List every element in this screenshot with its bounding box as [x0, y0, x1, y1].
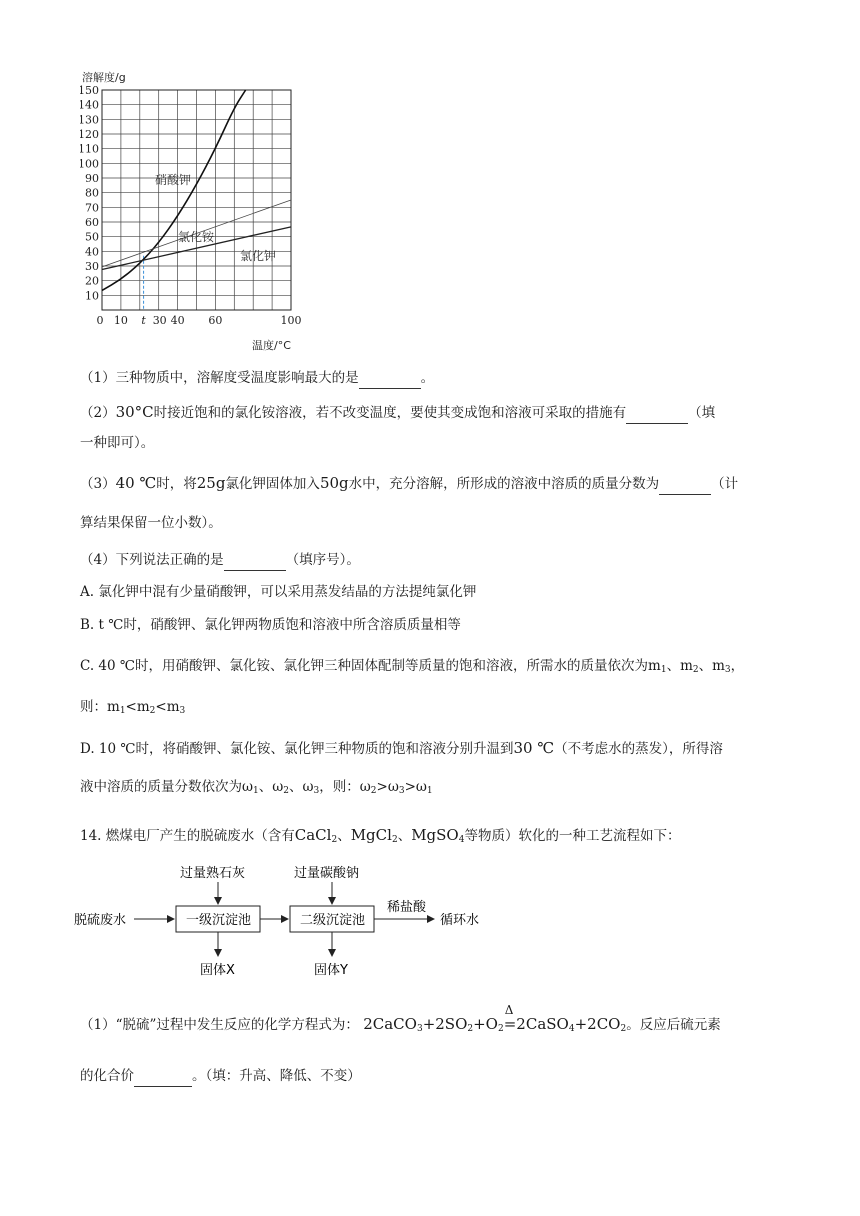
chemical-equation [363, 1003, 627, 1034]
option-c-line2 [80, 697, 185, 721]
q1-post: 。 [420, 370, 435, 386]
q2-temp: 30°C [115, 403, 154, 421]
solid1-label: 固体X [200, 963, 235, 978]
solid2-label: 固体Y [314, 963, 348, 978]
sub-3: 3 [416, 1024, 423, 1034]
q3-blank[interactable] [659, 474, 711, 495]
x-tick-label: t [141, 314, 146, 327]
sub-2: 2 [692, 665, 699, 675]
gt: > [376, 779, 388, 795]
sub-2: 2 [283, 786, 289, 796]
q3-m2: 50g [319, 474, 349, 492]
sub-2: 2 [497, 1024, 504, 1034]
lt: < [125, 699, 137, 715]
heat-condition [503, 1003, 517, 1034]
end: ， [730, 658, 745, 674]
y-tick-label: 20 [85, 274, 99, 288]
solubility-chart [80, 66, 310, 356]
q3-line2: 算结果保留一位小数）。 [80, 515, 222, 531]
mgcl2: MgCl [350, 826, 392, 844]
q4-post: （填序号）。 [285, 552, 360, 568]
w-var: ω [415, 779, 427, 795]
sub-3: 3 [724, 665, 731, 675]
option-d [80, 738, 723, 759]
x-tick-label: 30 [152, 314, 167, 327]
q2-blank[interactable] [626, 403, 688, 424]
sep: 、 [337, 828, 351, 844]
flow-output-label: 循环水 [440, 913, 480, 928]
q4-pre: （4）下列说法正确的是 [80, 552, 224, 568]
series-label-3: 氯化钾 [240, 249, 277, 263]
optd-line2: 液中溶质的质量分数依次为 [80, 779, 242, 795]
q1-blank[interactable] [359, 368, 421, 389]
sub-3: 3 [179, 706, 186, 716]
y-tick-label: 120 [80, 128, 99, 141]
sub-2: 2 [391, 835, 398, 845]
delta-symbol: Δ [504, 1003, 514, 1017]
mgso4: MgSO [411, 826, 459, 844]
eq-part: 2CaCO [363, 1015, 417, 1033]
q141-blank[interactable] [134, 1066, 192, 1087]
chart-svg [80, 66, 310, 356]
q3-pre: （3） [80, 476, 116, 492]
w-var: ω [302, 779, 314, 795]
q2-post: （填 [688, 405, 716, 421]
process-flow-diagram [74, 858, 514, 988]
sub-2: 2 [620, 1024, 627, 1034]
sub-2: 2 [467, 1024, 474, 1034]
x-tick-label: 10 [113, 314, 128, 327]
question-14-1 [80, 1003, 721, 1039]
sub-3: 3 [313, 786, 320, 796]
y-tick-label: 10 [85, 289, 99, 303]
x-tick-label: 100 [280, 314, 302, 327]
y-tick-label: 70 [85, 201, 99, 215]
sep: 、 [258, 779, 273, 795]
m-var: m [166, 699, 180, 715]
y-tick-label: 80 [85, 186, 99, 200]
w-var: ω [242, 779, 254, 795]
eq-part: +2SO [422, 1015, 468, 1033]
question-4 [80, 550, 360, 571]
w-var: ω [387, 779, 399, 795]
eq-part: 2CaSO [516, 1015, 569, 1033]
q3-b: 氯化钾固体加入 [225, 476, 320, 492]
m-var: m [712, 658, 725, 674]
w-var: ω [272, 779, 284, 795]
box2-label: 二级沉淀池 [300, 913, 366, 928]
optd-temp: 30 ℃ [513, 739, 555, 757]
q141-line2: 的化合价 [80, 1068, 134, 1084]
q14-1-line2 [80, 1066, 361, 1087]
question-2 [80, 402, 715, 424]
q3-m1: 25g [196, 474, 226, 492]
option-a: A. 氯化钾中混有少量硝酸钾，可以采用蒸发结晶的方法提纯氯化钾 [80, 584, 477, 600]
q3-c: 水中，充分溶解，所形成的溶液中溶质的质量分数为 [348, 476, 660, 492]
sub-4: 4 [568, 1024, 575, 1034]
x-tick-label: 60 [208, 314, 223, 327]
add2-label: 过量碳酸钠 [294, 866, 360, 881]
optd-post: （不考虑水的蒸发），所得溶 [554, 741, 723, 757]
eq-part: +2CO [574, 1015, 621, 1033]
m-var: m [680, 658, 693, 674]
sep: 、 [397, 828, 412, 844]
q2-pre: （2） [80, 405, 116, 421]
w-var: ω [359, 779, 371, 795]
question-14 [80, 825, 680, 850]
optd-pre: D. 10 ℃时，将硝酸钾、氯化铵、氯化钾三种物质的饱和溶液分别升温到 [80, 741, 514, 757]
sub-2: 2 [370, 786, 377, 796]
then: ，则： [319, 779, 360, 795]
sub-4: 4 [458, 835, 465, 845]
sep: 、 [289, 779, 303, 795]
q141-post: 。反应后硫元素 [626, 1017, 721, 1033]
y-tick-label: 140 [80, 98, 99, 112]
add3-label: 稀盐酸 [387, 900, 427, 915]
sub-2: 2 [149, 706, 156, 716]
m-var: m [136, 699, 150, 715]
sub-1: 1 [660, 665, 667, 675]
m-var: m [107, 699, 120, 715]
box1-label: 一级沉淀池 [186, 913, 252, 928]
series-label-2: 氯化铵 [178, 230, 215, 244]
m-var: m [648, 658, 661, 674]
gt: > [404, 779, 416, 795]
y-tick-label: 110 [80, 142, 99, 156]
question-3 [80, 473, 738, 495]
q141-hint: 。（填：升高、降低、不变） [192, 1068, 361, 1084]
x-axis-label: 温度/°C [252, 339, 291, 352]
sub-1: 1 [119, 706, 126, 716]
y-tick-label: 150 [80, 84, 99, 97]
equals-sign: = [503, 1015, 517, 1033]
y-tick-label: 90 [85, 172, 99, 185]
q1-text: （1）三种物质中，溶解度受温度影响最大的是 [80, 370, 359, 386]
sub-1: 1 [426, 786, 433, 796]
y-tick-label: 30 [85, 260, 99, 273]
q2-mid: 时接近饱和的氯化铵溶液，若不改变温度，要使其变成饱和溶液可采取的措施有 [153, 405, 627, 421]
sub-1: 1 [253, 786, 259, 796]
option-b: B. t ℃时，硝酸钾、氯化钾两物质饱和溶液中所含溶质质量相等 [80, 617, 461, 633]
y-tick-label: 40 [85, 245, 99, 259]
optc-then: 则： [80, 699, 107, 715]
series-line-1 [102, 90, 246, 290]
q2-line2: 一种即可）。 [80, 435, 155, 451]
option-c [80, 656, 744, 680]
sub-2: 2 [331, 835, 338, 845]
q4-blank[interactable] [224, 550, 286, 571]
lt: < [155, 699, 167, 715]
y-axis-label: 溶解度/g [82, 71, 126, 84]
add1-label: 过量熟石灰 [180, 866, 246, 881]
x-tick-label: 0 [96, 314, 104, 327]
y-tick-label: 50 [85, 230, 99, 244]
cacl2: CaCl [294, 826, 332, 844]
flow-input-label: 脱硫废水 [74, 913, 127, 928]
option-d-line2 [80, 777, 433, 801]
y-tick-label: 130 [80, 113, 99, 127]
q141-pre: （1）“脱硫”过程中发生反应的化学方程式为： [80, 1017, 359, 1033]
sub-3: 3 [398, 786, 405, 796]
q3-post: （计 [711, 476, 739, 492]
q3-temp: 40 ℃ [115, 474, 157, 492]
q3-a: 时，将 [156, 476, 197, 492]
optc-text: C. 40 ℃时，用硝酸钾、氯化铵、氯化钾三种固体配制等质量的饱和溶液，所需水的质量依次为 [80, 658, 649, 674]
question-1 [80, 368, 434, 389]
series-label-1: 硝酸钾 [155, 173, 192, 187]
eq-part: +O [473, 1015, 498, 1033]
y-tick-label: 100 [80, 157, 99, 171]
q14-pre: 14. 燃煤电厂产生的脱硫废水（含有 [80, 828, 295, 844]
y-tick-label: 60 [85, 216, 99, 229]
x-tick-label: 40 [170, 314, 185, 327]
flow-svg [74, 858, 514, 988]
q14-post: 等物质）软化的一种工艺流程如下： [464, 828, 681, 844]
sep: 、 [698, 658, 713, 674]
sep: 、 [666, 658, 681, 674]
